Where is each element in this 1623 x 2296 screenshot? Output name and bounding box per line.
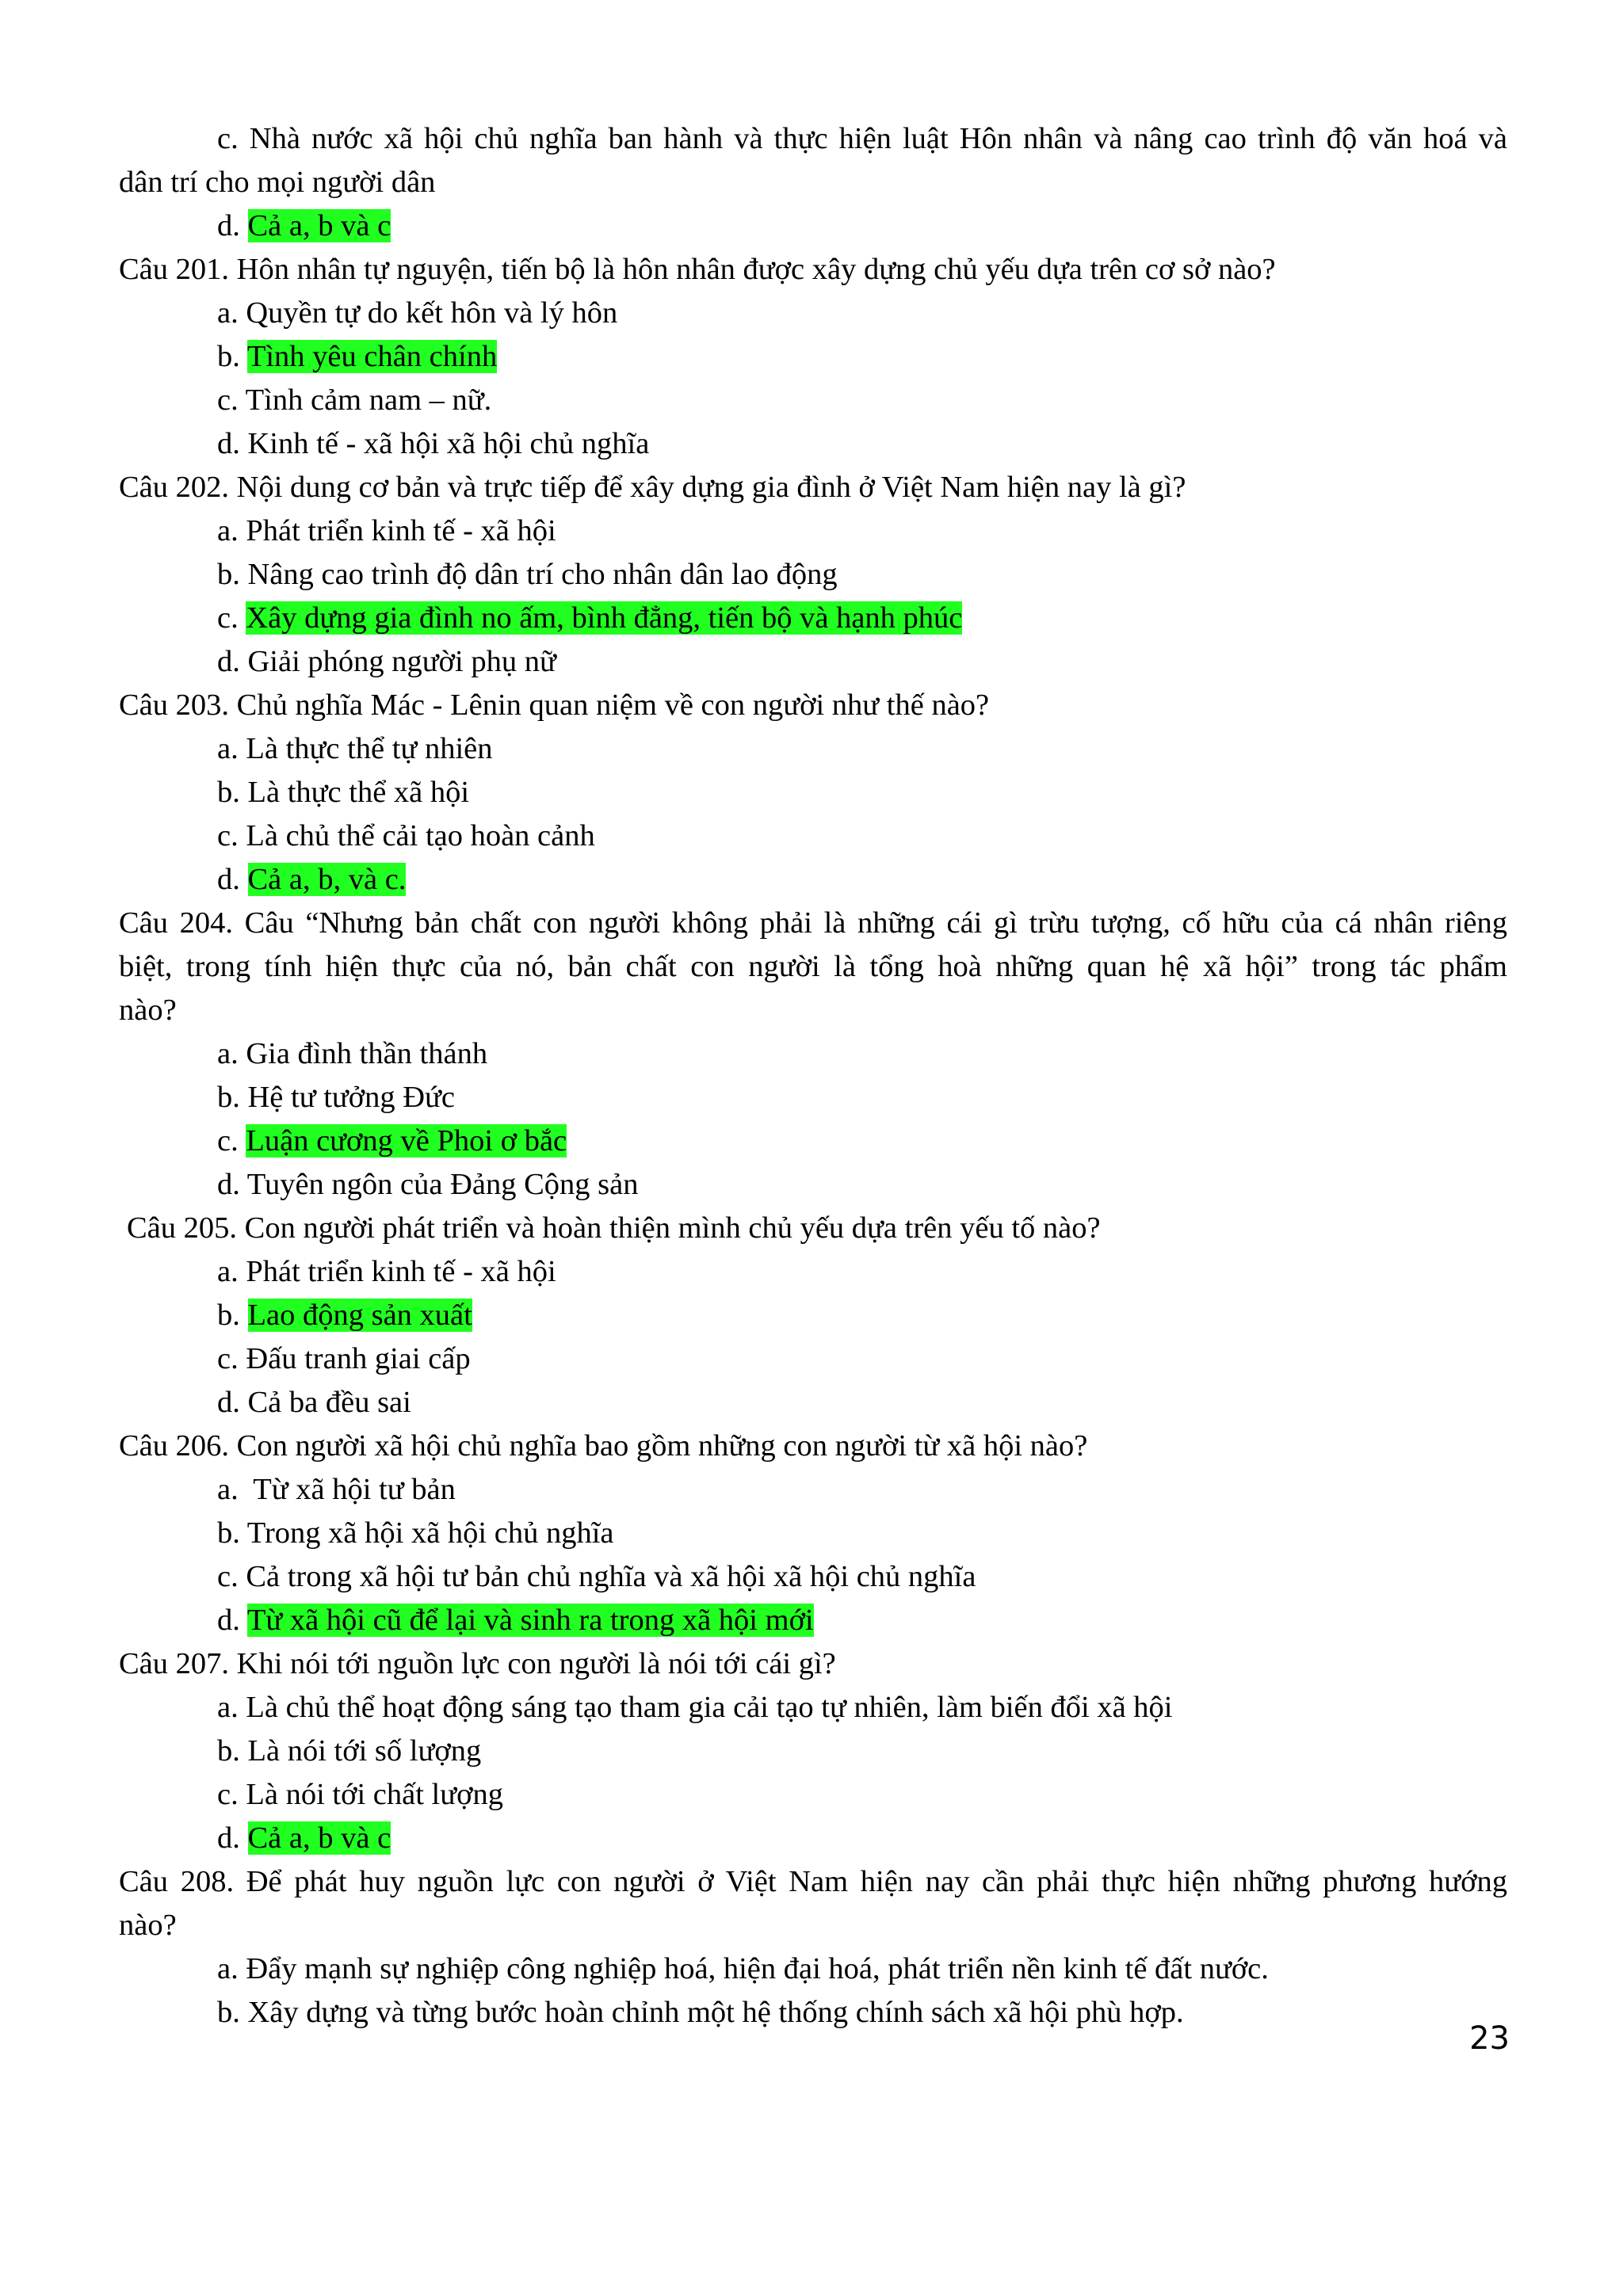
answer-option: d. Giải phóng người phụ nữ [217, 645, 556, 678]
answer-option: c. Cả trong xã hội tư bản chủ nghĩa và xã hội xã hội chủ nghĩa [217, 1560, 976, 1593]
question-204: Câu 204. Câu “Nhưng bản chất con người không phải là những cái gì trừu tượng, cố hữu của cá nhân riêng [119, 906, 1507, 940]
answer-option: b. Hệ tư tưởng Đức [217, 1081, 456, 1114]
option-label: d. [217, 209, 248, 242]
answer-option-correct [119, 204, 1507, 248]
question-list [119, 117, 1507, 2035]
option-label: b. [217, 1299, 248, 1332]
answer-option: b. Là nói tới số lượng [217, 1734, 482, 1768]
question-203: Câu 203. Chủ nghĩa Mác - Lênin quan niệm về con người như thế nào? [119, 688, 990, 722]
answer-option: c. Là chủ thể cải tạo hoàn cảnh [217, 819, 595, 852]
answer-option: b. Xây dựng và từng bước hoàn chỉnh một hệ thống chính sách xã hội phù hợp. [217, 1996, 1184, 2029]
answer-option: c. Là nói tới chất lượng [217, 1778, 503, 1811]
answer-option-correct [119, 1119, 1507, 1163]
correct-answer-highlight: Luận cương về Phoi ơ bắc [246, 1124, 567, 1158]
answer-option: a. Phát triển kinh tế - xã hội [217, 1255, 556, 1288]
answer-option-continuation: dân trí cho mọi người dân [119, 166, 436, 199]
correct-answer-highlight: Cả a, b, và c. [247, 863, 407, 896]
answer-option-correct [119, 1599, 1507, 1642]
question-205: Câu 205. Con người phát triển và hoàn thiện mình chủ yếu dựa trên yếu tố nào? [127, 1211, 1101, 1245]
answer-option-correct [119, 597, 1507, 640]
answer-option: a. Quyền tự do kết hôn và lý hôn [217, 296, 618, 330]
option-label: d. [217, 1604, 247, 1637]
question-206: Câu 206. Con người xã hội chủ nghĩa bao gồm những con người từ xã hội nào? [119, 1429, 1088, 1463]
answer-option: d. Kinh tế - xã hội xã hội chủ nghĩa [217, 427, 650, 460]
answer-option: a. Gia đình thần thánh [217, 1037, 488, 1070]
answer-option: d. Tuyên ngôn của Đảng Cộng sản [217, 1168, 639, 1201]
page-number: 23 [1469, 2020, 1510, 2057]
question-202: Câu 202. Nội dung cơ bản và trực tiếp để xây dựng gia đình ở Việt Nam hiện nay là gì? [119, 471, 1186, 504]
correct-answer-highlight: Từ xã hội cũ để lại và sinh ra trong xã hội mới [246, 1604, 814, 1637]
option-label: b. [217, 340, 247, 373]
answer-option: c. Tình cảm nam – nữ. [217, 383, 492, 417]
question-204-continuation: nào? [119, 994, 177, 1027]
correct-answer-highlight: Lao động sản xuất [247, 1299, 472, 1332]
question-208-continuation: nào? [119, 1909, 177, 1942]
answer-option: a. Đẩy mạnh sự nghiệp công nghiệp hoá, hiện đại hoá, phát triển nền kinh tế đất nước. [217, 1952, 1269, 1985]
option-label: d. [217, 863, 248, 896]
answer-option: a. Là thực thể tự nhiên [217, 732, 493, 765]
answer-option: a. Từ xã hội tư bản [217, 1473, 456, 1506]
answer-option: c. Đấu tranh giai cấp [217, 1342, 471, 1375]
question-204-continuation: biệt, trong tính hiện thực của nó, bản chất con người là tổng hoà những quan hệ xã hội” trong tác phẩm [119, 950, 1507, 983]
correct-answer-highlight: Tình yêu chân chính [246, 340, 498, 373]
question-207: Câu 207. Khi nói tới nguồn lực con người là nói tới cái gì? [119, 1647, 836, 1680]
option-label: c. [217, 1124, 246, 1158]
correct-answer-highlight: Cả a, b và c [247, 209, 391, 242]
answer-option-correct [119, 1817, 1507, 1860]
answer-option: b. Là thực thể xã hội [217, 776, 470, 809]
answer-option: a. Phát triển kinh tế - xã hội [217, 514, 556, 547]
answer-option: a. Là chủ thể hoạt động sáng tạo tham gia cải tạo tự nhiên, làm biến đổi xã hội [217, 1691, 1173, 1724]
answer-option-correct [119, 1294, 1507, 1337]
answer-option-correct [119, 858, 1507, 902]
answer-option-correct [119, 335, 1507, 379]
option-label: d. [217, 1821, 248, 1855]
answer-option: b. Trong xã hội xã hội chủ nghĩa [217, 1516, 614, 1550]
answer-option: c. Nhà nước xã hội chủ nghĩa ban hành và thực hiện luật Hôn nhân và nâng cao trình độ văn hoá và [217, 122, 1507, 155]
correct-answer-highlight: Cả a, b và c [247, 1821, 391, 1855]
answer-option: b. Nâng cao trình độ dân trí cho nhân dân lao động [217, 558, 838, 591]
question-201: Câu 201. Hôn nhân tự nguyện, tiến bộ là hôn nhân được xây dựng chủ yếu dựa trên cơ sở nào? [119, 253, 1276, 286]
option-label: c. [217, 601, 246, 635]
answer-option: d. Cả ba đều sai [217, 1386, 411, 1419]
question-208: Câu 208. Để phát huy nguồn lực con người ở Việt Nam hiện nay cần phải thực hiện những phương hướng [119, 1865, 1507, 1898]
correct-answer-highlight: Xây dựng gia đình no ấm, bình đẳng, tiến bộ và hạnh phúc [246, 601, 963, 635]
